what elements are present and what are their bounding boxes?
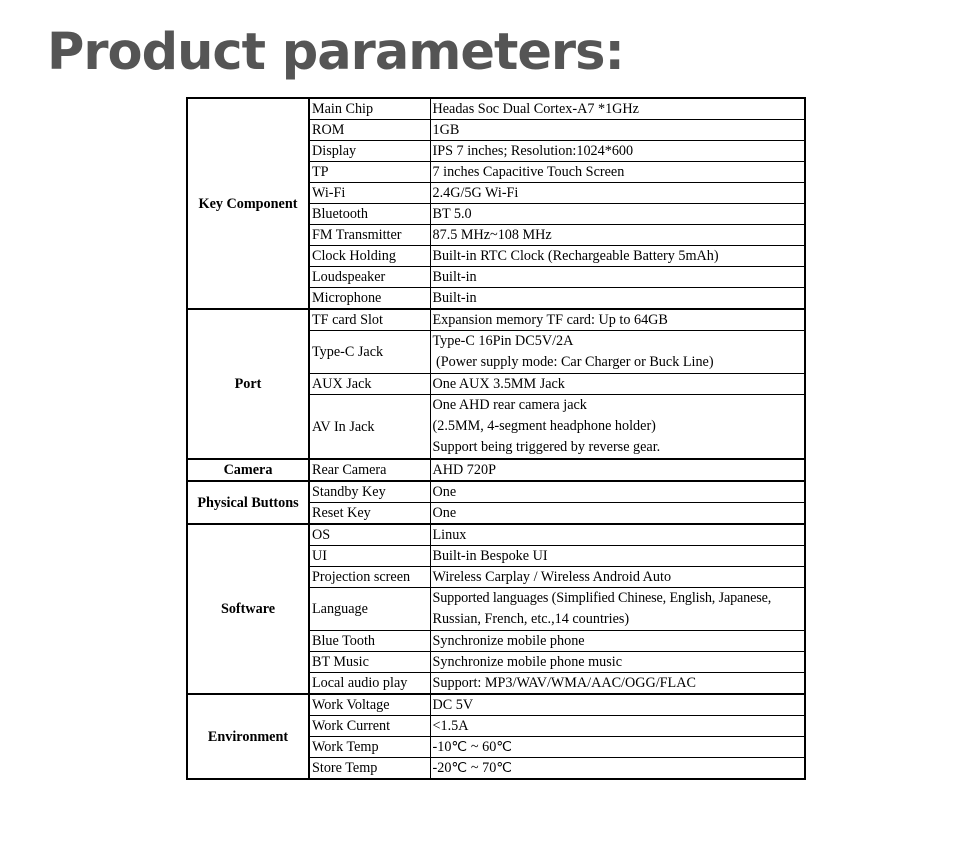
param-name: Standby Key xyxy=(309,481,430,503)
param-name: BT Music xyxy=(309,652,430,673)
value-line: Support being triggered by reverse gear. xyxy=(432,439,661,455)
table-row xyxy=(187,694,805,716)
param-value: One xyxy=(430,503,805,525)
category-cell: Physical Buttons xyxy=(187,481,309,524)
param-value: BT 5.0 xyxy=(430,204,805,225)
param-name: UI xyxy=(309,546,430,567)
category-cell: Camera xyxy=(187,459,309,481)
param-value: Headas Soc Dual Cortex-A7 *1GHz xyxy=(430,98,805,120)
param-name: Language xyxy=(309,588,430,631)
param-value xyxy=(430,395,805,460)
param-value: Built-in Bespoke UI xyxy=(430,546,805,567)
param-value: 87.5 MHz~108 MHz xyxy=(430,225,805,246)
value-line: Supported languages (Simplified Chinese, English, Japanese, xyxy=(432,590,772,606)
param-value: Built-in RTC Clock (Rechargeable Battery 5mAh) xyxy=(430,246,805,267)
param-value: AHD 720P xyxy=(430,459,805,481)
param-value: IPS 7 inches; Resolution:1024*600 xyxy=(430,141,805,162)
param-value: One AUX 3.5MM Jack xyxy=(430,374,805,395)
param-name: Loudspeaker xyxy=(309,267,430,288)
param-name: Local audio play xyxy=(309,673,430,695)
param-name: TP xyxy=(309,162,430,183)
param-name: Type-C Jack xyxy=(309,331,430,374)
param-name: Clock Holding xyxy=(309,246,430,267)
param-value: -10℃ ~ 60℃ xyxy=(430,737,805,758)
value-line: Type-C 16Pin DC5V/2A xyxy=(432,333,574,349)
category-cell: Software xyxy=(187,524,309,694)
param-name: Display xyxy=(309,141,430,162)
param-value: Wireless Carplay / Wireless Android Auto xyxy=(430,567,805,588)
param-value: Synchronize mobile phone xyxy=(430,631,805,652)
param-value: 2.4G/5G Wi-Fi xyxy=(430,183,805,204)
category-cell: Environment xyxy=(187,694,309,779)
table-row xyxy=(187,481,805,503)
table-row xyxy=(187,98,805,120)
param-name: OS xyxy=(309,524,430,546)
param-value: Expansion memory TF card: Up to 64GB xyxy=(430,309,805,331)
param-name: Main Chip xyxy=(309,98,430,120)
param-name: FM Transmitter xyxy=(309,225,430,246)
value-line: Russian, French, etc.,14 countries) xyxy=(432,611,630,627)
param-name: Store Temp xyxy=(309,758,430,780)
param-name: Work Temp xyxy=(309,737,430,758)
param-value xyxy=(430,588,805,631)
value-line: One AHD rear camera jack xyxy=(432,397,587,413)
param-name: ROM xyxy=(309,120,430,141)
param-value: 1GB xyxy=(430,120,805,141)
value-line: (Power supply mode: Car Charger or Buck Line) xyxy=(432,354,714,370)
param-value: 7 inches Capacitive Touch Screen xyxy=(430,162,805,183)
param-name: Wi-Fi xyxy=(309,183,430,204)
table-row xyxy=(187,309,805,331)
param-name: TF card Slot xyxy=(309,309,430,331)
param-value: <1.5A xyxy=(430,716,805,737)
param-name: Rear Camera xyxy=(309,459,430,481)
value-line: (2.5MM, 4-segment headphone holder) xyxy=(432,418,656,434)
param-value: -20℃ ~ 70℃ xyxy=(430,758,805,780)
param-name: Projection screen xyxy=(309,567,430,588)
table-row xyxy=(187,459,805,481)
param-value: One xyxy=(430,481,805,503)
param-name: Work Current xyxy=(309,716,430,737)
param-name: Bluetooth xyxy=(309,204,430,225)
table-row xyxy=(187,524,805,546)
page-title: Product parameters: xyxy=(47,23,624,82)
param-name: Blue Tooth xyxy=(309,631,430,652)
param-value: Built-in xyxy=(430,267,805,288)
param-value: Built-in xyxy=(430,288,805,310)
param-value xyxy=(430,331,805,374)
param-name: AV In Jack xyxy=(309,395,430,460)
param-name: AUX Jack xyxy=(309,374,430,395)
param-value: Synchronize mobile phone music xyxy=(430,652,805,673)
param-name: Work Voltage xyxy=(309,694,430,716)
param-value: DC 5V xyxy=(430,694,805,716)
spec-table xyxy=(186,97,806,780)
param-value: Support: MP3/WAV/WMA/AAC/OGG/FLAC xyxy=(430,673,805,695)
param-value: Linux xyxy=(430,524,805,546)
category-cell: Port xyxy=(187,309,309,459)
category-cell: Key Component xyxy=(187,98,309,309)
param-name: Reset Key xyxy=(309,503,430,525)
param-name: Microphone xyxy=(309,288,430,310)
